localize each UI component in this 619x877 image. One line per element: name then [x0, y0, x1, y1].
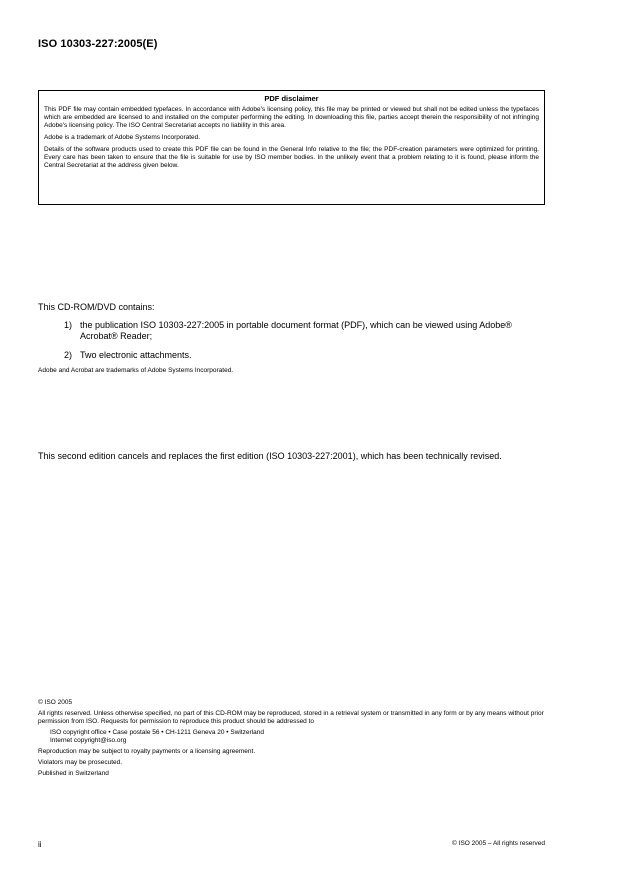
disclaimer-paragraph: Adobe is a trademark of Adobe Systems Incorporated. [44, 134, 201, 141]
copyright-block [38, 699, 546, 778]
copyright-royalty: Reproduction may be subject to royalty payments or a licensing agreement. [38, 748, 256, 755]
copyright-symbol-line: © ISO 2005 [38, 699, 73, 706]
disclaimer-paragraph: Details of the software products used to create this PDF file can be found in the General Info relative to the file; the PDF-creation parameters were optimized for printing. Every care has been taken to ensure that the file is suitable for use by ISO member bodies. In the unlikely event that a problem relating to it is found, please inform the Central Secretariat at the address given below. [44, 146, 539, 169]
list-item [64, 320, 546, 342]
cd-contents-list [64, 320, 546, 369]
disclaimer-title: PDF disclaimer [264, 94, 319, 103]
list-item-number: 1) [64, 320, 73, 330]
list-item-text: the publication ISO 10303-227:2005 in portable document format (PDF), which can be viewed using Adobe® Acrobat® Reader; [80, 320, 512, 341]
list-item [64, 350, 546, 361]
pdf-disclaimer-box [38, 90, 545, 205]
disclaimer-paragraph: This PDF file may contain embedded typefaces. In accordance with Adobe's licensing policy, this file may be printed or viewed but shall not be edited unless the typefaces which are embedded are licensed to and installed on the computer performing the editing. In downloading this file, parties accept therein the responsibility of not infringing Adobe's licensing policy. The ISO Central Secretariat accepts no liability in this area. [44, 106, 539, 129]
trademark-note: Adobe and Acrobat are trademarks of Adobe Systems Incorporated. [38, 367, 234, 374]
copyright-violators: Violators may be prosecuted. [38, 759, 123, 766]
footer-rights-reserved: © ISO 2005 – All rights reserved [452, 840, 545, 847]
copyright-published: Published in Switzerland [38, 770, 109, 777]
copyright-rights: All rights reserved. Unless otherwise specified, no part of this CD-ROM may be reproduced, stored in a retrieval system or transmitted in any form or by any means without prior permission from ISO. Requests for permission to reproduce this product should be addressed to [38, 710, 544, 725]
document-id: ISO 10303-227:2005(E) [38, 38, 158, 50]
copyright-address: ISO copyright office • Case postale 56 • CH-1211 Geneva 20 • Switzerland [50, 729, 264, 736]
page-number: ii [38, 840, 42, 849]
cd-contents-intro: This CD-ROM/DVD contains: [38, 302, 155, 312]
list-item-number: 2) [64, 350, 73, 360]
edition-note: This second edition cancels and replaces the first edition (ISO 10303-227:2001), which has been technically revised. [38, 451, 502, 461]
list-item-text: Two electronic attachments. [80, 350, 192, 360]
copyright-internet: Internet copyright@iso.org [50, 737, 127, 744]
